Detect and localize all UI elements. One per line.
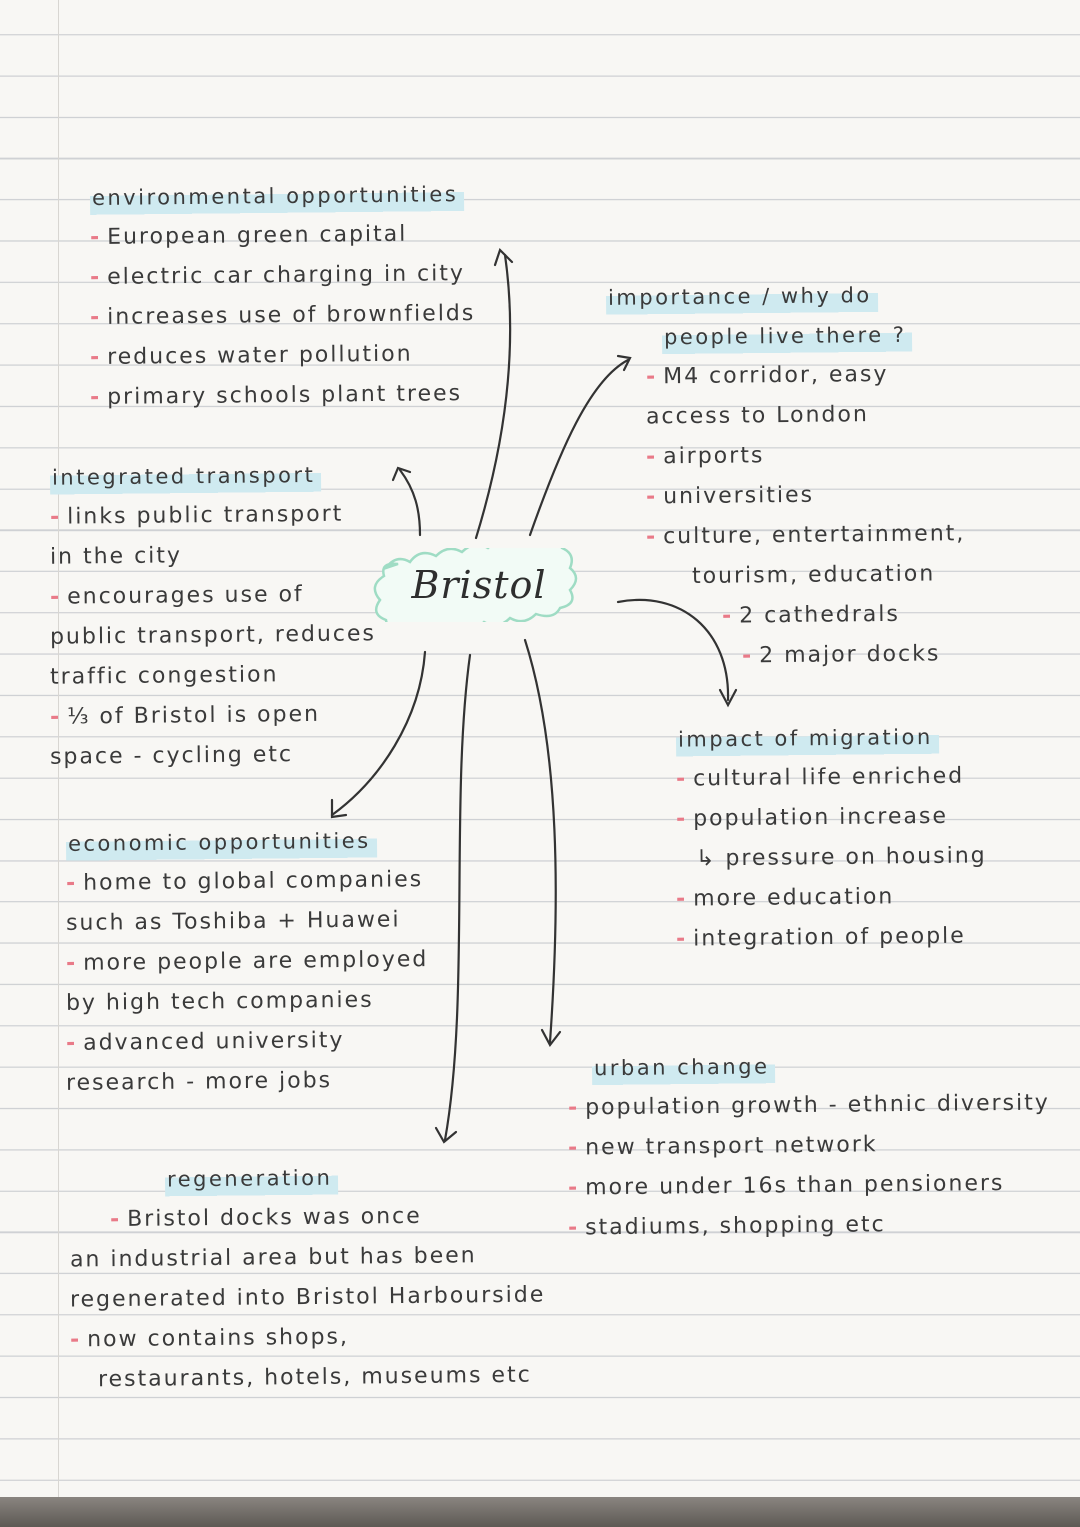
list-item: an industrial area but has been (69, 1243, 477, 1273)
economic-section (66, 822, 428, 1102)
list-item: - electric car charging in city (89, 261, 466, 291)
list-item: by high tech companies (65, 987, 374, 1016)
regeneration-section (70, 1158, 545, 1398)
list-item: - Bristol docks was once (109, 1203, 422, 1233)
list-item: - M4 corridor, easy (645, 361, 889, 390)
arrow-to-regeneration (445, 655, 470, 1140)
urban-section (568, 1046, 1050, 1246)
list-item: tourism, education (691, 561, 936, 589)
list-item: research - more jobs (65, 1068, 333, 1096)
economic-heading: economic opportunities (66, 821, 377, 864)
list-item: - more people are employed (65, 947, 429, 976)
arrow-to-transport-head (393, 468, 410, 480)
importance-section (606, 276, 965, 676)
list-item: - new transport network (567, 1132, 878, 1161)
transport-heading: integrated transport (50, 455, 322, 498)
list-item: traffic congestion (49, 662, 279, 690)
list-item: - reduces water pollution (89, 341, 413, 371)
list-item: - airports (645, 443, 765, 470)
list-item: - culture, entertainment, (645, 521, 966, 550)
list-item: - encourages use of (49, 582, 304, 610)
list-item: - stadiums, shopping etc (567, 1212, 886, 1241)
list-item: - home to global companies (65, 867, 424, 896)
importance-heading-2: people live there ? (662, 315, 913, 358)
regeneration-heading: regeneration (165, 1158, 339, 1200)
list-item: such as Toshiba + Huawei (65, 907, 401, 936)
arrow-to-transport (400, 470, 420, 535)
arrow-to-environmental-head (495, 250, 512, 265)
arrow-to-urban (525, 640, 556, 1042)
center-topic (368, 548, 590, 622)
list-item: ↳ pressure on housing (695, 843, 987, 872)
migration-section (676, 718, 987, 958)
list-item: space - cycling etc (49, 742, 294, 770)
list-item: - more education (675, 884, 895, 912)
list-item: public transport, reduces (49, 621, 377, 650)
list-item: in the city (49, 543, 183, 570)
environmental-heading: environmental opportunities (90, 174, 465, 218)
table-edge (0, 1497, 1080, 1527)
list-item: restaurants, hotels, museums etc (97, 1362, 532, 1393)
list-item: - advanced university (65, 1027, 345, 1056)
list-item: - population increase (675, 803, 949, 832)
list-item: - 2 cathedrals (721, 601, 901, 629)
urban-heading: urban change (592, 1046, 776, 1088)
list-item: - more under 16s than pensioners (567, 1170, 1005, 1201)
list-item: - cultural life enriched (675, 763, 965, 792)
list-item: regenerated into Bristol Harbourside (69, 1282, 546, 1313)
importance-heading-1: importance / why do (606, 275, 878, 318)
list-item: - primary schools plant trees (89, 381, 463, 411)
arrow-to-environmental (476, 255, 510, 538)
list-item: - increases use of brownfields (89, 300, 476, 331)
list-item: - 2 major docks (741, 641, 941, 669)
list-item: - universities (645, 482, 815, 510)
list-item: - ⅓ of Bristol is open (49, 701, 321, 730)
list-item: access to London (645, 402, 869, 430)
list-item: - European green capital (89, 221, 408, 251)
list-item: - integration of people (675, 923, 966, 952)
transport-section (50, 456, 376, 776)
center-title: Bristol (411, 563, 547, 607)
list-item: - links public transport (49, 501, 344, 530)
list-item: - now contains shops, (69, 1324, 350, 1353)
list-item: - population growth - ethnic diversity (567, 1090, 1050, 1121)
environmental-section (90, 176, 475, 416)
migration-heading: impact of migration (676, 717, 939, 760)
